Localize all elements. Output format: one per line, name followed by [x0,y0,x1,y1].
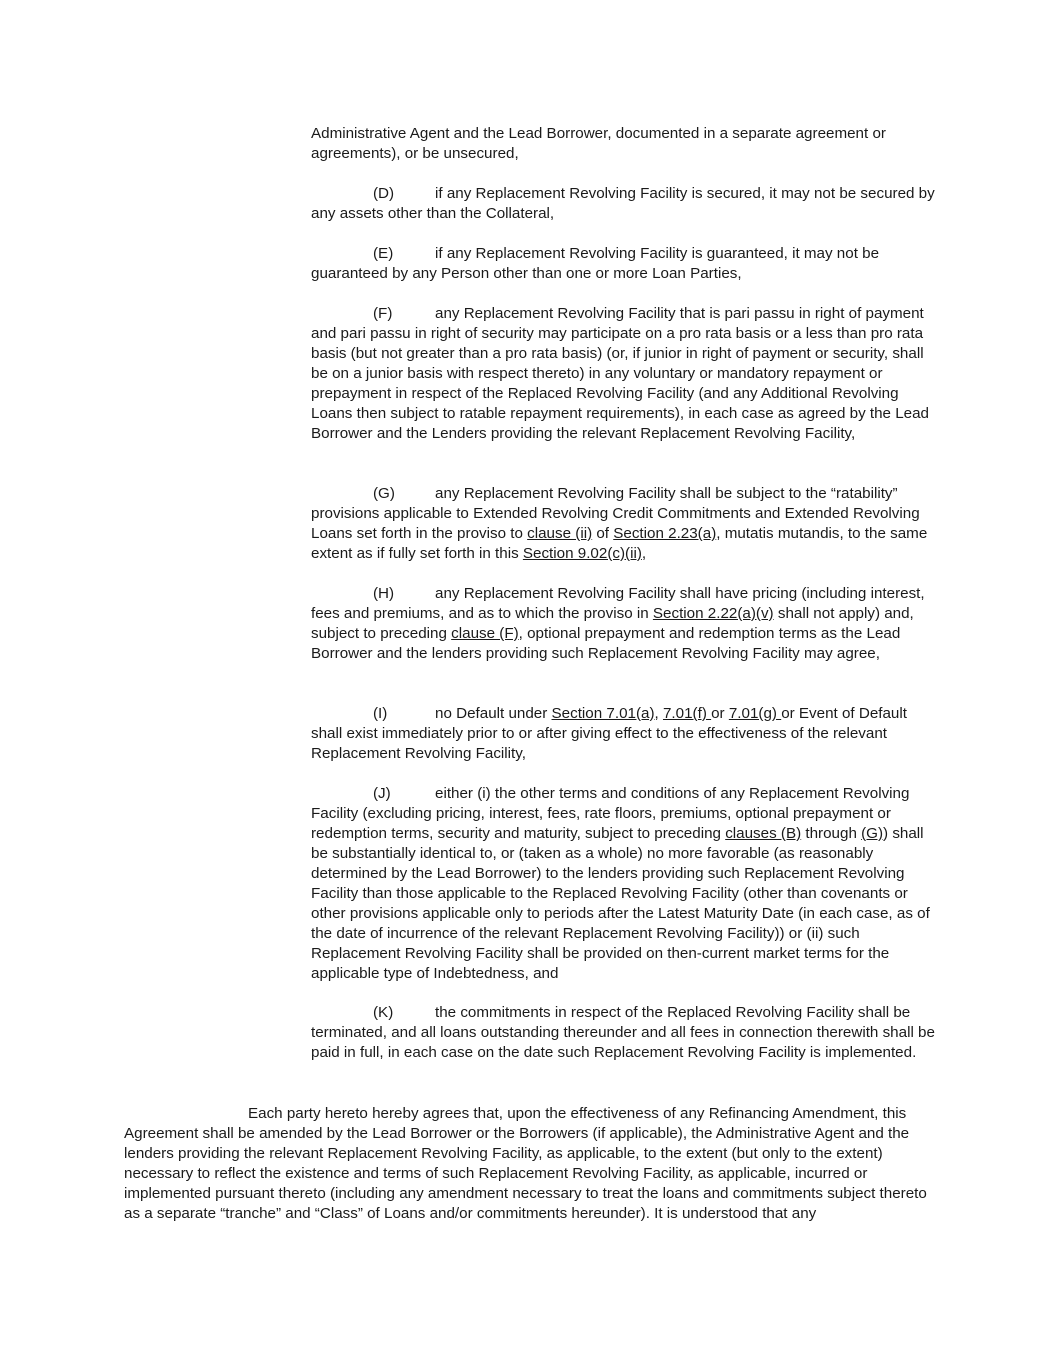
clause-j-text-2: through [801,825,862,842]
clause-i-ref-7-01f: 7.01(f) [662,705,712,722]
clause-d [311,184,936,224]
clause-i-label: (I) [373,705,388,722]
clause-g-text-2: of [592,525,614,542]
clause-i-text-1: no Default under [435,705,552,722]
final-text: Each party hereto hereby agrees that, upon the effectiveness of any Refinancing Amendment, this Agreement shall be amended by the Lead Borrower or the Borrowers (if applicable), the Administrative Agent and the lenders providing the relevant Replacement Revolving Facility, as applicable, to the extent (but only to the extent) necessary to reflect the existence and terms of such Replacement Revolving Facility, as applicable, incurred or implemented pursuant thereto (including any amendment necessary to treat the loans and commitments subject thereto as a separate “tranche” and “Class” of Loans and/or commitments hereunder). It is understood that any [124,1105,927,1222]
clause-k [311,1003,936,1063]
clause-i-ref-section-7-01a: Section 7.01(a) [551,705,655,722]
clause-h-ref-clause-f: clause (F) [451,625,519,642]
clause-h-text-1: any Replacement Revolving Facility shall have pricing (including interest, fees and premiums, and as to which the proviso in [311,585,925,622]
clause-e [311,244,936,284]
clause-i-text-2: , [654,705,663,722]
clause-g-ref-section-9-02cii: Section 9.02(c)(ii) [522,545,642,562]
clause-g-text-1: any Replacement Revolving Facility shall be subject to the “ratability” provisions applicable to Extended Revolving Credit Commitments and Extended Revolving Loans set forth in the proviso to [311,485,920,542]
clause-g-text-3: , mutatis mutandis, to the same extent as if fully set forth in this [311,525,928,562]
clause-i-text-3: or [711,705,729,722]
clause-h-text-2: shall not apply) and, subject to preceding [311,605,914,642]
clause-j [311,784,936,984]
clause-e-label: (E) [373,245,394,262]
clause-j-text-1: either (i) the other terms and conditions of any Replacement Revolving Facility (excluding pricing, interest, fees, rate floors, premiums, optional prepayment or redemption terms, security and maturity, subject to preceding [311,785,910,842]
clause-g-ref-section-2-23a: Section 2.23(a) [613,525,717,542]
clause-k-label: (K) [373,1004,394,1021]
clause-g-ref-clause-ii: clause (ii) [527,525,593,542]
clause-e-text: if any Replacement Revolving Facility is guaranteed, it may not be guaranteed by any Person other than one or more Loan Parties, [311,245,880,282]
clause-j-ref-clauses-b: clauses (B) [725,825,802,842]
final-paragraph [124,1104,936,1224]
clause-i-text-4: or Event of Default shall exist immediately prior to or after giving effect to the effectiveness of the relevant Replacement Revolving Facility, [311,705,907,762]
clause-h-label: (H) [373,585,395,602]
clause-h-text-3: , optional prepayment and redemption terms as the Lead Borrower and the lenders providing such Replacement Revolving Facility may agree, [311,625,901,662]
clause-f [311,304,936,444]
clause-k-text: the commitments in respect of the Replaced Revolving Facility shall be terminated, and all loans outstanding thereunder and all fees in connection therewith shall be paid in full, in each case on the date such Replacement Revolving Facility is implemented. [311,1004,935,1061]
clause-d-text: if any Replacement Revolving Facility is secured, it may not be secured by any assets other than the Collateral, [311,185,935,222]
clause-g-text-4: , [641,545,647,562]
clause-f-label: (F) [373,305,393,322]
clause-g [311,484,936,564]
clause-d-label: (D) [373,185,395,202]
clause-f-text: any Replacement Revolving Facility that is pari passu in right of payment and pari passu in right of security may participate on a pro rata basis or a less than pro rata basis (but not greater than a pro rata basis) (or, if junior in right of payment or security, shall be on a junior basis with respect thereto) in any voluntary or mandatory repayment or prepayment in respect of the Replaced Revolving Facility (and any Additional Revolving Loans then subject to ratable repayment requirements), in each case as agreed by the Lead Borrower and the Lenders providing the relevant Replacement Revolving Facility, [311,305,930,442]
clause-g-label: (G) [373,485,395,502]
intro-text: Administrative Agent and the Lead Borrower, documented in a separate agreement or agreements), or be unsecured, [311,125,886,162]
intro-paragraph [311,124,936,164]
clause-j-label: (J) [373,785,391,802]
clause-h-ref-section-2-22av: Section 2.22(a)(v) [652,605,774,622]
clause-h [311,584,936,664]
clause-i-ref-7-01g: 7.01(g) [728,705,782,722]
clause-i [311,704,936,764]
clause-j-text-3: ) shall be substantially identical to, or (taken as a whole) no more favorable (as reasonably determined by the Lead Borrower) to the lenders providing such Replacement Revolving Facility than those applicable to the Replaced Revolving Facility (other than covenants or other provisions applicable only to periods after the Latest Maturity Date (in each case, as of the date of incurrence of the relevant Replacement Revolving Facility)) or (ii) such Replacement Revolving Facility shall be provided on then-current market terms for the applicable type of Indebtedness, and [311,825,930,982]
clause-j-ref-g: (G) [861,825,884,842]
